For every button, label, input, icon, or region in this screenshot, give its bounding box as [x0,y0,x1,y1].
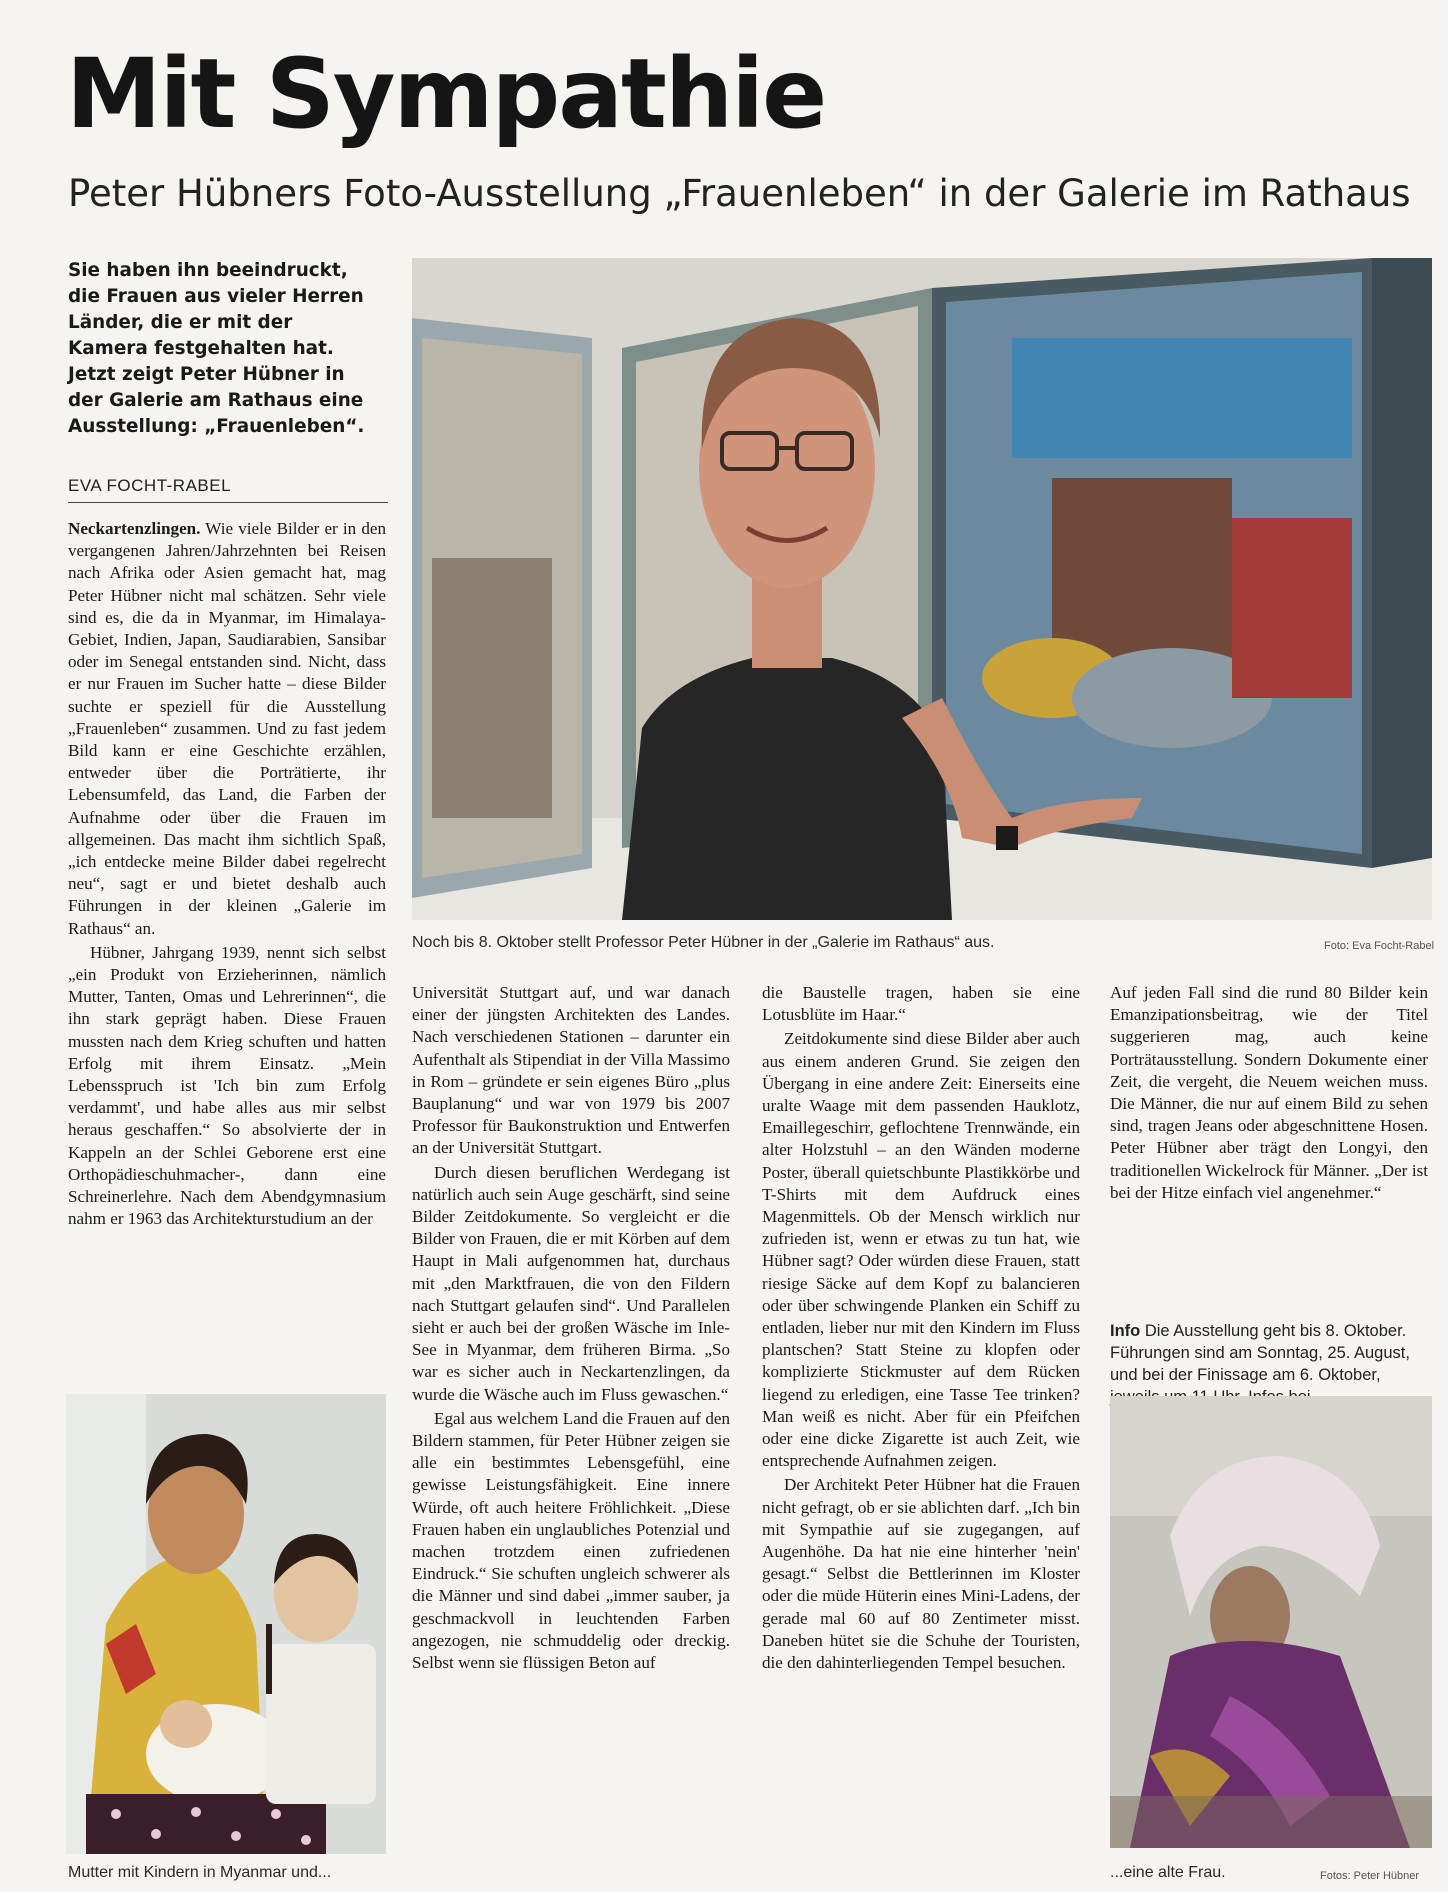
body-column-3 [762,982,1080,1674]
body-column-1 [68,518,386,1231]
photo-old-woman [1110,1396,1432,1848]
body-column-4 [1110,982,1428,1204]
headline: Mit Sympathie [66,38,826,150]
body-paragraph: Zeitdokumente sind diese Bilder aber auch aus einem anderen Grund. Sie zeigen den Übergang in eine andere Zeit: Einerseits eine uralte Waage mit dem passenden Hauklotz, Emaillegeschirr, geflochtene Trennwände, ein alter Holzstuhl – an den Wänden moderne Poster, überall quietschbunte Plastikkörbe und T-Shirts mit dem Aufdruck eines Magenmittels. Ob der Mensch wirklich nur zufrieden ist, wenn er etwas zu tun hat, wie Hübner sagt? Oder würden diese Frauen, statt riesige Säcke auf dem Kopf zu balancieren oder über schwingende Planken ein Schiff zu entladen, lieber nur mit den Kindern im Fluss plantschen? Statt Steine zu klopfen oder komplizierte Stickmuster auf dem Rücken liegend zu erledigen, eine Tasse Tee trinken? Man weiß es nicht. Aber für ein Pfeifchen oder eine dicke Zigarette ist auch Zeit, wie entsprechende Aufnahmen zeigen. [762,1029,1080,1471]
main-photo [412,258,1432,920]
main-photo-credit: Foto: Eva Focht-Rabel [1324,940,1435,952]
body-paragraph: Durch diesen beruflichen Werdegang ist natürlich auch sein Auge geschärft, sind seine Bilder Zeitdokumente. So vergleicht er die Bilder von Frauen, die er mit Körben auf dem Haupt in Mali aufgenommen hat, durchaus mit „den Marktfrauen, die von den Fildern nach Stuttgart gelaufen sind“. Und Parallelen sieht er auch bei der großen Wäsche im Inle-See in Myanmar, dem früheren Birma. „So war es sicher auch in Neckartenzlingen, da wurde die Wäsche auch im Fluss gewaschen.“ [412,1162,730,1404]
body-paragraph: die Baustelle tragen, haben sie eine Lotusblüte im Haar.“ [762,983,1080,1025]
photo-old-woman-image [1110,1396,1432,1848]
main-photo-caption: Noch bis 8. Oktober stellt Professor Peter Hübner in der „Galerie im Rathaus“ aus. [412,934,995,951]
lead-paragraph: Sie haben ihn beeindruckt, die Frauen aus vieler Herren Länder, die er mit der Kamera festgehalten hat. Jetzt zeigt Peter Hübner in der Galerie am Rathaus eine Ausstellung: „Frauenleben“. [68,260,365,437]
body-paragraph: Hübner, Jahrgang 1939, nennt sich selbst „ein Produkt von Erzieherinnen, nämlich Mutter, Tanten, Omas und Lehrerinnen“, die ihn stark geprägt haben. Diese Frauen mussten nach dem Krieg schuften und hatten Erfolg mit ihrem Einsatz. „Mein Lebensspruch ist 'Ich bin zum Erfolg verdammt', und habe alles aus mir selbst heraus geschaffen.“ So absolvierte der in Kappeln an der Schlei Geborene erst eine Orthopädieschuhmacher-, dann eine Schreinerlehre. Nach dem Abendgymnasium nahm er 1963 das Architekturstudium an der [68,942,386,1229]
main-photo-image [412,258,1432,920]
subheadline: Peter Hübners Foto-Ausstellung „Frauenleben“ in der Galerie im Rathaus [68,172,1411,215]
author-byline: EVA FOCHT-RABEL [68,476,388,503]
info-label: Info [1110,1322,1141,1340]
body-column-2 [412,982,730,1674]
photo-right-caption: ...eine alte Frau. [1110,1864,1226,1881]
photo-mother-children-image [66,1394,386,1854]
photo-right-credit: Fotos: Peter Hübner [1320,1870,1420,1882]
body-paragraph-text: Wie viele Bilder er in den vergangenen Jahren/Jahrzehnten bei Reisen nach Afrika oder Asien gemacht hat, mag Peter Hübner nicht mal schätzen. Sehr viele sind es, die da in Myanmar, im Himalaya-Gebiet, Indien, Japan, Saudiarabien, Sansibar oder im Senegal entstanden sind. Nicht, dass er nur Frauen im Sucher hatte – diese Bilder suchte er speziell für die Ausstellung „Frauenleben“ zusammen. Und zu fast jedem Bild kann er eine Geschichte erzählen, entweder über die Porträtierte, ihr Lebensumfeld, das Land, die Farben der Aufnahme oder über die Frauen im allgemeinen. Das macht ihm sichtlich Spaß, „ich entdecke meine Bilder dabei regelrecht neu“, sagt er und bietet deshalb auch Führungen in der kleinen „Galerie im Rathaus“ an. [68,519,387,938]
body-paragraph: Universität Stuttgart auf, und war danach einer der jüngsten Architekten des Landes. Nach verschiedenen Stationen – darunter ein Aufenthalt als Stipendiat in der Villa Massimo in Rom – gründete er sein eigenes Büro „plus Bauplanung“ und war von 1979 bis 2007 Professor für Baukonstruktion und Entwerfen an der Universität Stuttgart. [412,983,730,1158]
photo-mother-children [66,1394,386,1854]
body-paragraph: Auf jeden Fall sind die rund 80 Bilder kein Emanzipationsbeitrag, wie der Titel suggerieren mag, auch keine Porträtausstellung. Sondern Dokumente einer Zeit, die vergeht, die Neuem weichen muss. Die Männer, die nur auf einem Bild zu sehen sind, tragen Jeans oder abgeschnittene Hosen. Peter Hübner aber trägt den Longyi, den traditionellen Wickelrock für Männer. „Der ist bei der Hitze einfach viel angenehmer.“ [1110,983,1428,1202]
body-paragraph: Der Architekt Peter Hübner hat die Frauen nicht gefragt, ob er sie ablichten darf. „Ich bin mit Sympathie auf sie zugegangen, auf Augenhöhe. Da hat nie eine hinterher 'nein' gesagt.“ Selbst die Bettlerinnen im Kloster oder die müde Hüterin eines Mini-Ladens, der gerade mal 60 auf 80 Zentimeter misst. Daneben hütet sie die Schuhe der Touristen, die den dahinterliegenden Tempel besuchen. [762,1475,1080,1673]
body-paragraph: Egal aus welchem Land die Frauen auf den Bildern stammen, für Peter Hübner zeigen sie alle ein bestimmtes Lebensgefühl, eine gewisse Leistungsfähigkeit. Eine innere Würde, oft auch heitere Fröhlichkeit. „Diese Frauen haben ein unglaubliches Potenzial und machen trotzdem einen zufriedenen Eindruck.“ Sie schuften ungleich schwerer als die Männer und sind dabei „immer sauber, ja geschmackvoll in leuchtenden Farben angezogen, nie schmuddelig oder dreckig. Selbst wenn sie flüssigen Beton auf [412,1408,730,1673]
dateline: Neckartenzlingen. [68,519,201,538]
info-text: Die Ausstellung geht bis 8. Oktober. Führungen sind am Sonntag, 25. August, und bei der Finissage am 6. Oktober, [1110,1322,1410,1384]
body-paragraph [68,518,386,940]
photo-left-caption: Mutter mit Kindern in Myanmar und... [68,1864,332,1881]
